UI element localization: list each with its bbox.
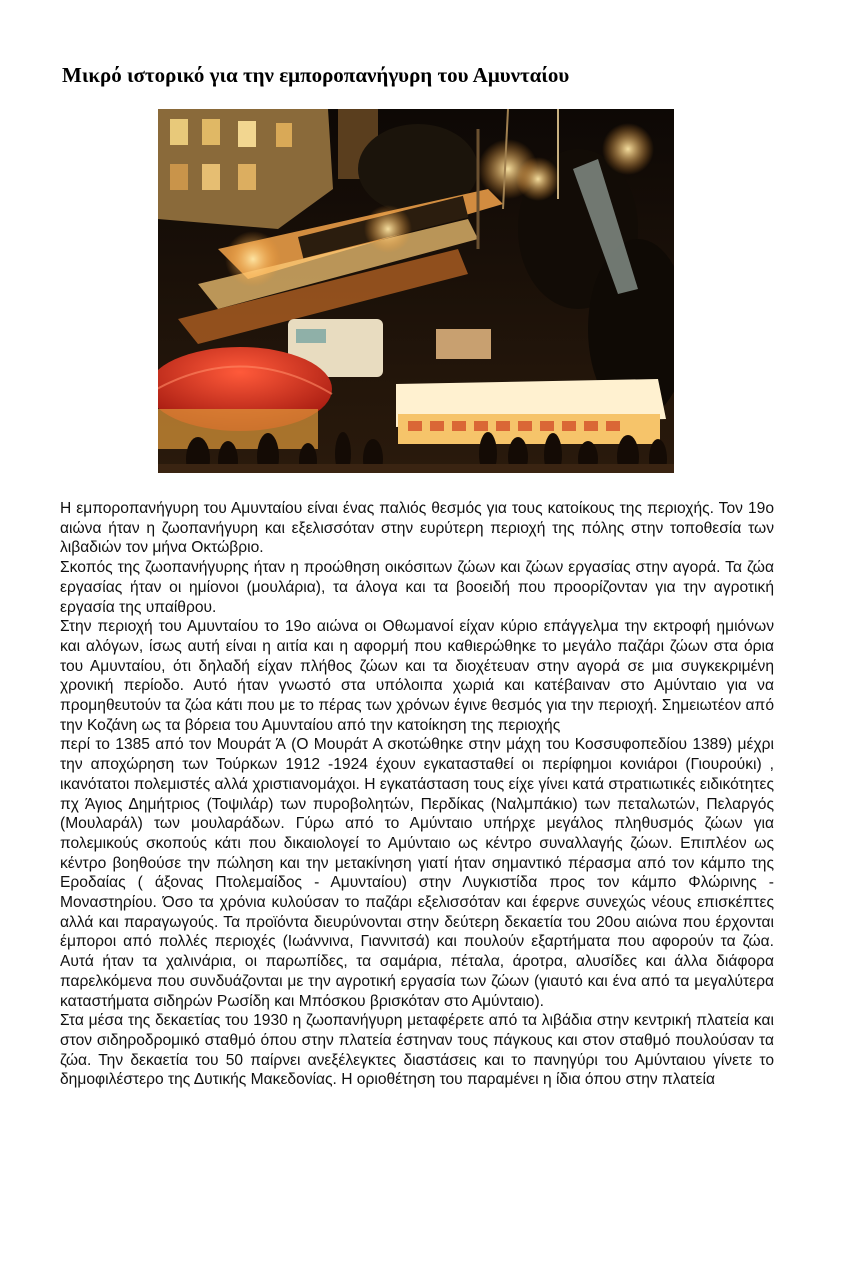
fair-photo-illustration	[158, 109, 674, 473]
paragraph: Σκοπός της ζωοπανήγυρης ήταν η προώθηση οικόσιτων ζώων και ζώων εργασίας στην αγορά. Τα ζώα εργασίας ήταν οι ημίονοι (μουλάρια), τα άλογα και τα βοοειδή που προορίζονταν για την αγροτική εργασία της υπαίθρου.	[60, 559, 774, 616]
paragraph: Στην περιοχή του Αμυνταίου το 19ο αιώνα οι Οθωμανοί είχαν κύριο επάγγελμα την εκτροφή ημιόνων και αλόγων, ίσως αυτή είναι η αιτία και η αφορμή που καθιερώθηκε το μεγάλο παζάρι ζώων στα όρια του Αμυνταίου, ότι δηλαδή είχαν πλήθος ζώων και τα διοχέτευαν στην αγορά σε μια συγκεκριμένη χρονική περίοδο. Αυτό ήταν γνωστό στα υπόλοιπα χωριά και κατέβαιναν στο Αμύνταιο για να προμηθευτούν τα ζώα κάτι που με το πέρας των χρόνων έγινε θεσμός για την περιοχή. Σημειωτέον από την Κοζάνη ως τα βόρεια του Αμυνταίου από την κατοίκηση της περιοχής	[60, 618, 774, 734]
fair-night-photo	[158, 109, 674, 473]
paragraph: Η εμποροπανήγυρη του Αμυνταίου είναι ένας παλιός θεσμός για τους κατοίκους της περιοχής. Τον 19ο αιώνα ήταν η ζωοπανήγυρη και εξελισσόταν στην ευρύτερη περιοχή της πόλης στην τοποθεσία των λιβαδιών τον μήνα Οκτώβριο.	[60, 500, 774, 557]
article-body	[60, 499, 774, 1090]
page-title: Μικρό ιστορικό για την εμποροπανήγυρη του Αμυνταίου	[62, 63, 570, 87]
paragraph: Στα μέσα της δεκαετίας του 1930 η ζωοπανήγυρη μεταφέρετε από τα λιβάδια στην κεντρική πλατεία και στον σιδηροδρομικό σταθμό όπου στην πλατεία έστηναν τους πάγκους και στον σταθμό πουλούσαν τα ζώα. Την δεκαετία του 50 παίρνει ανεξέλεγκτες διαστάσεις και το πανηγύρι του Αμύνταιου γίνετε το δημοφιλέστερο της Δυτικής Μακεδονίας. Η οριοθέτηση του παραμένει η ίδια όπου στην πλατεία	[60, 1012, 774, 1089]
paragraph: περί το 1385 από τον Μουράτ Ά (Ο Μουράτ Α σκοτώθηκε στην μάχη του Κοσσυφοπεδίου 1389) μέχρι την αποχώρηση των Τούρκων 1912 -1924 έχουν εγκατασταθεί οι περίφημοι κονιάροι (Γιουρούκι) , ικανότατοι πολεμιστές αλλά χριστιανομάχοι. Η εγκατάσταση τους είχε γίνει κατά στρατιωτικές ειδικότητες πχ Άγιος Δημήτριος (Τοψιλάρ) των πυροβολητών, Περδίκας (Ναλμπάκιο) των πεταλωτών, Πελαργός (Μουλαράλ) των μουλαράδων. Γύρω από το Αμύνταιο υπήρχε μεγάλος πληθυσμός ζώων για πολεμικούς σκοπούς κάτι που δικαιολογεί το Αμύνταιο ως κέντρο συναλλαγής ζώων. Επιπλέον ως κέντρο βοηθούσε την πώληση και την μετακίνηση γιατί ήταν σημαντικό πέρασμα από τον κάμπο της Εροδαίας ( άξονας Πτολεμαίδος - Αμυνταίου) στην Λυγκιστίδα προς τον κάμπο Φλώρινης - Μοναστηρίου. Όσο τα χρόνια κυλούσαν το παζάρι εξελισσόταν και έφερνε συνεχώς νέους επισκέπτες αλλά και παραγωγούς. Τα προϊόντα διευρύνονται στην δεύτερη δεκαετία του 20ου αιώνα που έρχονται έμποροι από πολλές περιοχές (Ιωάννινα, Γιαννιτσά) και πουλούν εξαρτήματα που αφορούν τα ζώα. Αυτά ήταν τα χαλινάρια, οι παρωπίδες, τα σαμάρια, πέταλα, άροτρα, αλυσίδες και άλλα διάφορα παρελκόμενα που συνδυάζονται με την αγροτική εργασία των ζώων (γιαυτό και ένα από τα μεγαλύτερα καταστήματα σιδηρών Ρωσίδη και Μπόσκου βρισκόταν στο Αμύνταιο).	[60, 736, 774, 1010]
